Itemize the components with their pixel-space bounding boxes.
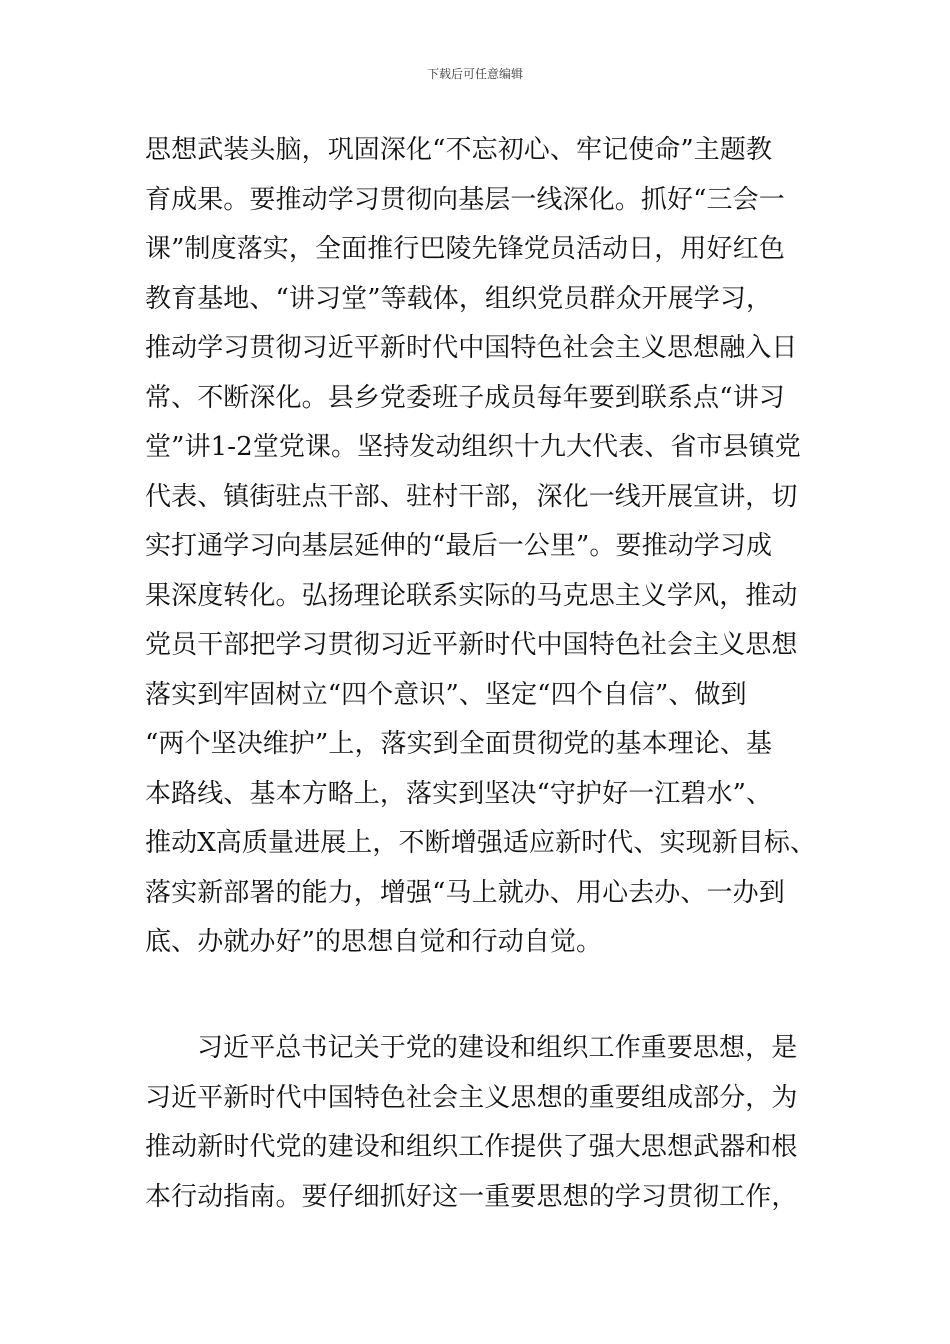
text-line: 推动学习贯彻习近平新时代中国特色社会主义思想融入日	[145, 333, 798, 363]
text-line: 果深度转化。弘扬理论联系实际的马克思主义学风，推动	[145, 580, 798, 611]
text-line: 底、办就办好”的思想自觉和行动自觉。	[145, 927, 603, 957]
page-header: 下载后可任意编辑	[426, 67, 523, 81]
text-line: 教育基地、“讲习堂”等载体，组织党员群众开展学习，	[145, 283, 773, 314]
text-line: 党员干部把学习贯彻习近平新时代中国特色社会主义思想	[145, 630, 798, 660]
text-line: 推动X高质量进展上，不断增强适应新时代、实现新目标、	[145, 828, 817, 858]
paragraph-1	[145, 126, 817, 968]
text-line: 本行动指南。要仔细抓好这一重要思想的学习贯彻工作，	[145, 1181, 798, 1212]
text-line: 堂”讲1-2堂党课。坚持发动组织十九大代表、省市县镇党	[145, 432, 801, 462]
paragraph-2	[145, 1024, 810, 1222]
text-line: 落实到牢固树立“四个意识”、坚定“四个自信”、做到	[145, 679, 747, 710]
text-line: 代表、镇街驻点干部、驻村干部，深化一线开展宣讲，切	[145, 481, 798, 512]
text-line: 落实新部署的能力，增强“马上就办、用心去办、一办到	[145, 877, 785, 908]
text-line: 本路线、基本方略上，落实到坚决“守护好一江碧水”、	[145, 778, 773, 809]
text-line: 实打通学习向基层延伸的“最后一公里”。要推动学习成	[145, 531, 773, 561]
text-line-indented: 习近平总书记关于党的建设和组织工作重要思想，是	[197, 1033, 798, 1063]
text-line: 思想武装头脑，巩固深化“不忘初心、牢记使命”主题教	[145, 135, 773, 165]
text-line: 习近平新时代中国特色社会主义思想的重要组成部分，为	[145, 1082, 798, 1113]
text-line: 常、不断深化。县乡党委班子成员每年要到联系点“讲习	[145, 382, 785, 413]
text-line: “两个坚决维护”上，落实到全面贯彻党的基本理论、基	[145, 729, 773, 759]
text-line: 推动新时代党的建设和组织工作提供了强大思想武器和根	[145, 1132, 798, 1162]
text-line: 课”制度落实，全面推行巴陵先锋党员活动日，用好红色	[145, 234, 785, 264]
text-line: 育成果。要推动学习贯彻向基层一线深化。抓好“三会一	[145, 184, 785, 215]
